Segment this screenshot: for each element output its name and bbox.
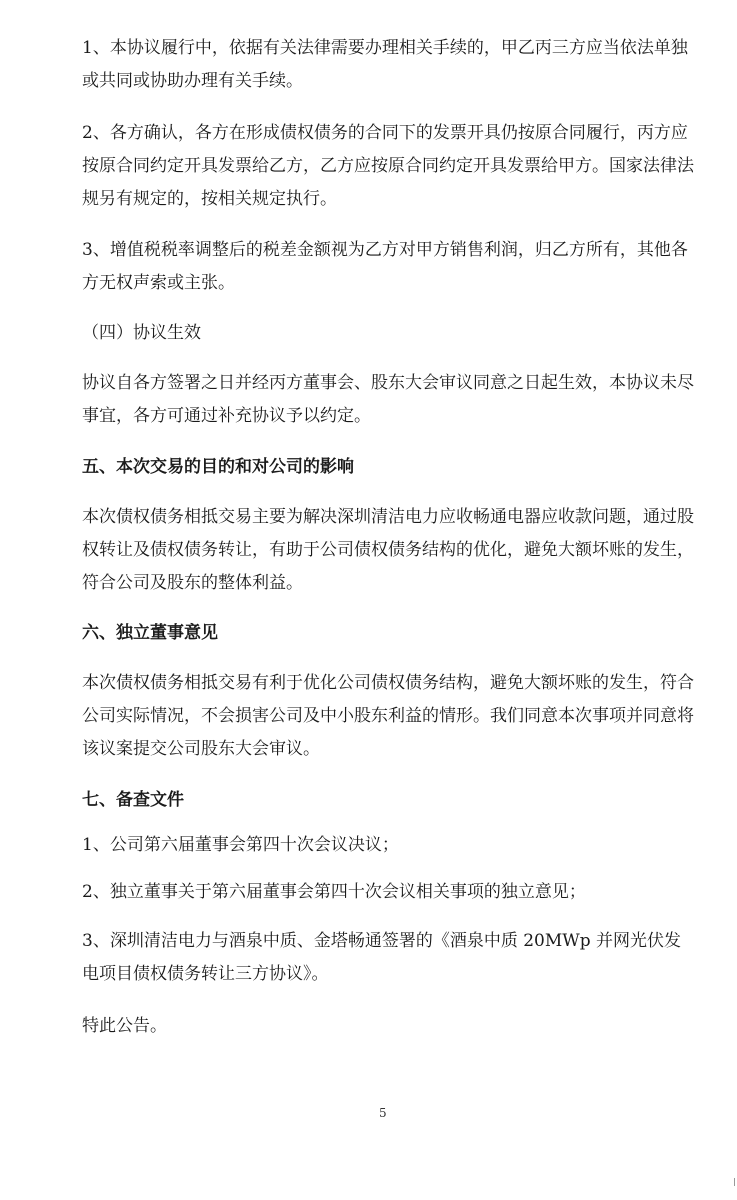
heading-purpose-impact: 五、本次交易的目的和对公司的影响 <box>82 457 354 477</box>
page-number: 5 <box>379 1106 387 1120</box>
reference-item-1: 1、公司第六届董事会第四十次会议决议； <box>82 835 399 855</box>
reference-item-3: 3、深圳清洁电力与酒泉中质、金塔畅通签署的《酒泉中质 20MWp 并网光伏发电项目债权债务转让三方协议》。 <box>82 931 682 984</box>
paragraph-1: 1、本协议履行中，依据有关法律需要办理相关手续的，甲乙丙三方应当依法单独或共同或协助办理有关手续。 <box>82 38 688 91</box>
paragraph-3: 3、增值税税率调整后的税差金额视为乙方对甲方销售利润，归乙方所有，其他各方无权声索或主张。 <box>82 240 688 293</box>
heading-independent-directors: 六、独立董事意见 <box>82 623 218 643</box>
paragraph-effective: 协议自各方签署之日并经丙方董事会、股东大会审议同意之日起生效，本协议未尽事宜，各方可通过补充协议予以约定。 <box>82 373 694 426</box>
heading-reference-documents: 七、备查文件 <box>82 790 184 810</box>
paragraph-purpose: 本次债权债务相抵交易主要为解决深圳清洁电力应收畅通电器应收款问题，通过股权转让及债权债务转让，有助于公司债权债务结构的优化，避免大额坏账的发生，符合公司及股东的整体利益。 <box>82 507 694 593</box>
section-agreement-effective: （四）协议生效 <box>82 323 201 343</box>
closing-announcement: 特此公告。 <box>82 1016 167 1036</box>
reference-item-2: 2、独立董事关于第六届董事会第四十次会议相关事项的独立意见； <box>82 882 586 902</box>
scan-edge-mark <box>734 1178 735 1186</box>
paragraph-2: 2、各方确认，各方在形成债权债务的合同下的发票开具仍按原合同履行，丙方应按原合同约定开具发票给乙方，乙方应按原合同约定开具发票给甲方。国家法律法规另有规定的，按相关规定执行。 <box>82 123 694 209</box>
paragraph-directors-opinion: 本次债权债务相抵交易有利于优化公司债权债务结构，避免大额坏账的发生，符合公司实际情况，不会损害公司及中小股东利益的情形。我们同意本次事项并同意将该议案提交公司股东大会审议。 <box>82 673 694 759</box>
